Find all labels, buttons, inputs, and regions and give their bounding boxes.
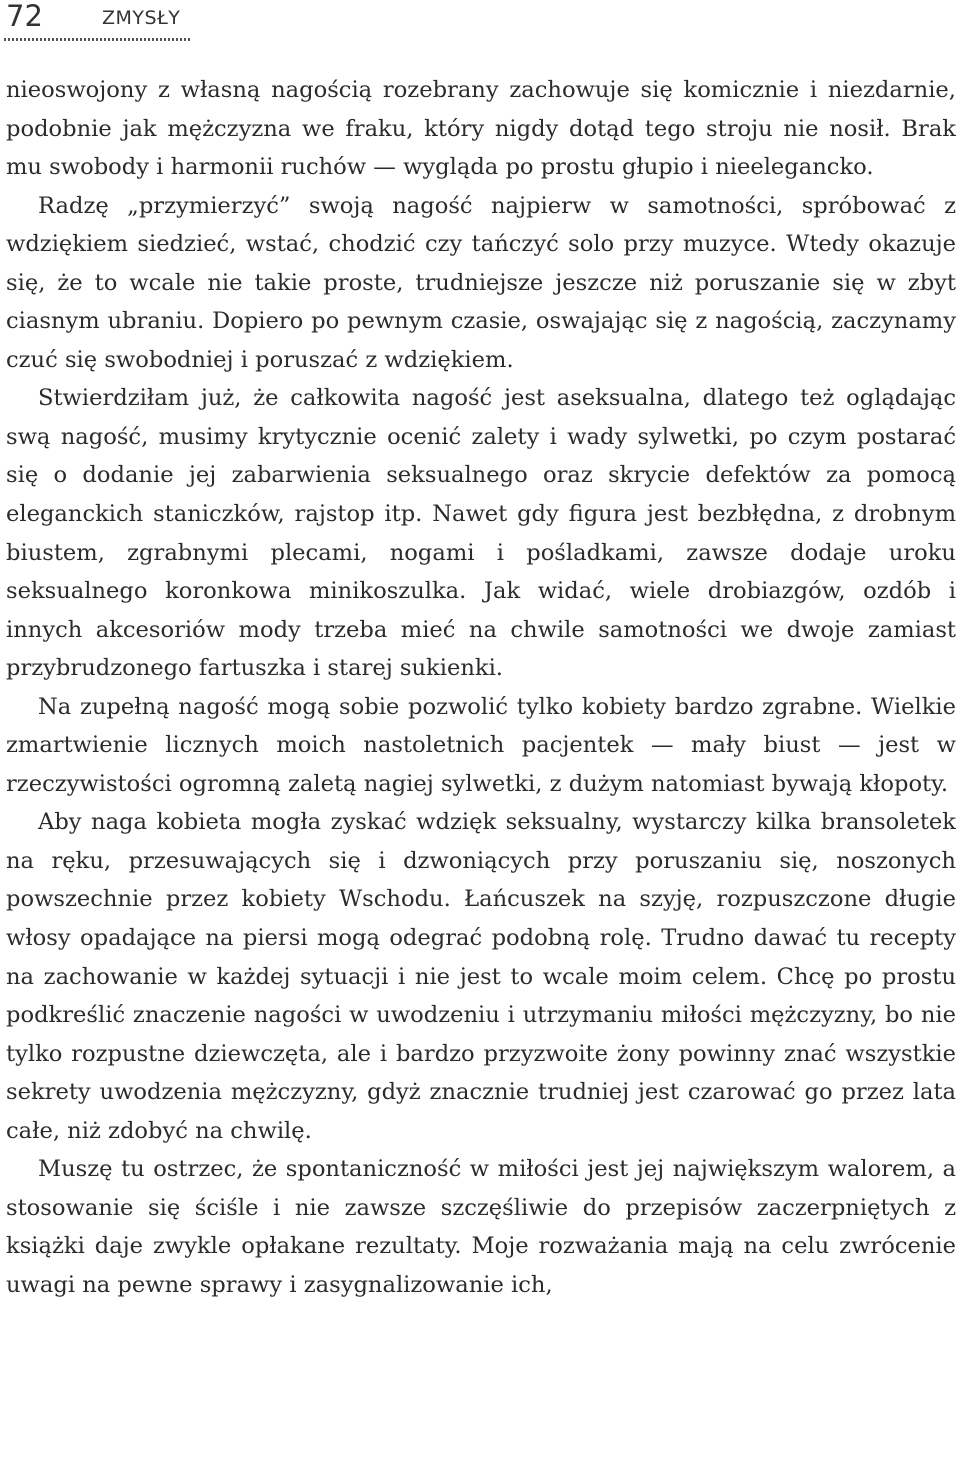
paragraph: Na zupełną nagość mogą sobie pozwolić tylko kobiety bardzo zgrabne. Wielkie zmartwienie licznych moich nastoletnich pacjentek — mały biust — jest w rzeczywistości ogromną zaletą nagiej sylwetki, z dużym natomiast bywają kłopoty. [6, 693, 956, 797]
running-head: ZMYSŁY [102, 7, 181, 29]
header-rule [4, 38, 190, 41]
paragraph: Stwierdziłam już, że całkowita nagość jest aseksualna, dlatego też oglądając swą nagość, musimy krytycznie ocenić zalety i wady sylwetki, po czym postarać się o dodanie jej zabarwienia seksualnego oraz skrycie defektów za pomocą eleganckich staniczków, rajstop itp. Nawet gdy figura jest bezbłędna, z drobnym biustem, zgrabnymi plecami, nogami i pośladkami, zawsze dodaje uroku seksualnego koronkowa minikoszulka. Jak widać, wiele drobiazgów, ozdób i innych akcesoriów mody trzeba mieć na chwile samotności we dwoje zamiast przybrudzonego fartuszka i starej sukienki. [6, 385, 956, 682]
page-header [4, 0, 194, 42]
paragraph-continued: nieoswojony z własną nagością rozebrany zachowuje się komicznie i niezdarnie, podobnie jak mężczyzna we fraku, który nigdy dotąd tego stroju nie nosił. Brak mu swobody i harmonii ruchów — wygląda po prostu głupio i nieelegancko. [6, 77, 956, 181]
page-number: 72 [6, 0, 43, 33]
paragraph: Radzę „przymierzyć” swoją nagość najpierw w samotności, spróbować z wdziękiem siedzieć, wstać, chodzić czy tańczyć solo przy muzyce. Wtedy okazuje się, że to wcale nie takie proste, trudniejsze jeszcze niż poruszanie się w zbyt ciasnym ubraniu. Dopiero po pewnym czasie, oswajając się z nagością, zaczynamy czuć się swobodniej i poruszać z wdziękiem. [6, 192, 956, 373]
paragraph: Aby naga kobieta mogła zyskać wdzięk seksualny, wystarczy kilka bransoletek na ręku, przesuwających się i dzwoniących przy poruszaniu się, noszonych powszechnie przez kobiety Wschodu. Łańcuszek na szyję, rozpuszczone długie włosy opadające na piersi mogą odegrać podobną rolę. Trudno dawać tu recepty na zachowanie w każdej sytuacji i nie jest to wcale moim celem. Chcę po prostu podkreślić znaczenie nagości w uwodzeniu i utrzymaniu miłości mężczyzny, bo nie tylko rozpustne dziewczęta, ale i bardzo przyzwoite żony powinny znać wszystkie sekrety uwodzenia mężczyzny, gdyż znacznie trudniej jest czarować go przez lata całe, niż zdobyć na chwilę. [6, 809, 956, 1144]
text-body [6, 71, 956, 1305]
paragraph: Muszę tu ostrzec, że spontaniczność w miłości jest jej największym walorem, a stosowanie się ściśle i nie zawsze szczęśliwie do przepisów zaczerpniętych z książki daje zwykle opłakane rezultaty. Moje rozważania mają na celu zwrócenie uwagi na pewne sprawy i zasygnalizowanie ich, [6, 1156, 956, 1298]
